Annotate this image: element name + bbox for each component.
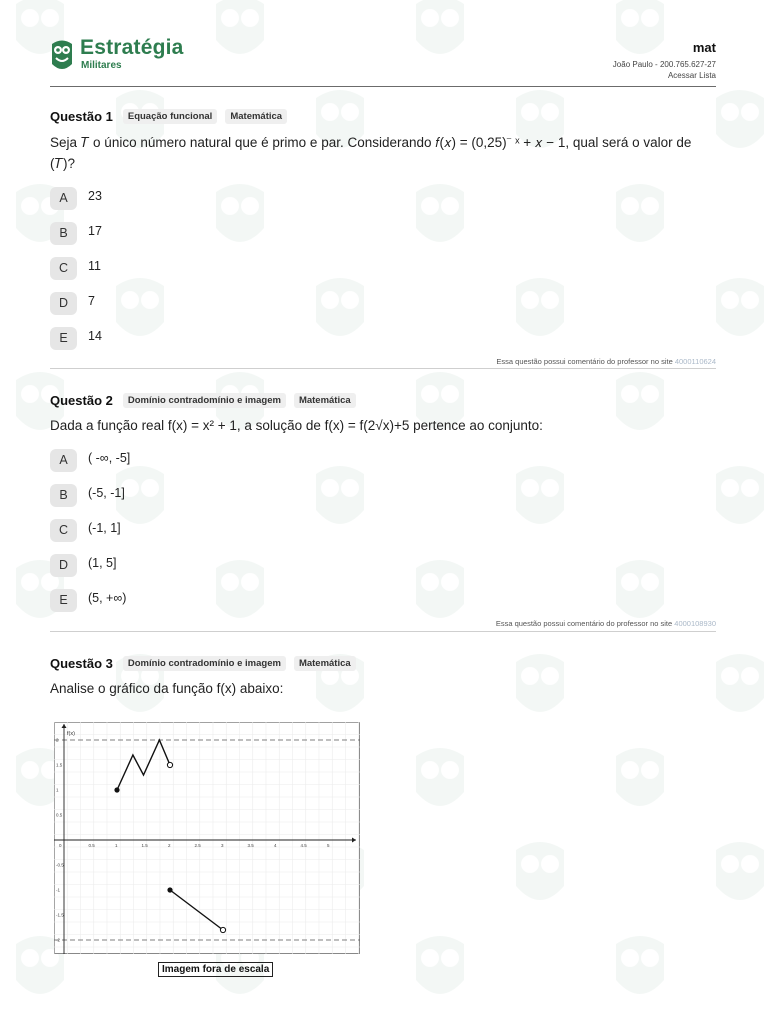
user-info: João Paulo - 200.765.627-27	[612, 60, 716, 69]
brand-logo[interactable]	[50, 36, 210, 76]
question-code-link[interactable]: 4000108930	[674, 619, 716, 628]
watermark-owl-icon	[710, 460, 768, 534]
x-tick-label: 1	[115, 843, 118, 848]
question-header	[50, 392, 364, 408]
professor-comment-note	[496, 357, 716, 366]
list-title: mat	[692, 40, 716, 55]
option-c[interactable]	[50, 257, 450, 279]
option-letter[interactable]: A	[50, 449, 77, 472]
question-text	[50, 132, 716, 174]
subject-tag[interactable]: Matemática	[294, 656, 356, 671]
watermark-owl-icon	[410, 742, 470, 816]
subject-tag[interactable]: Matemática	[294, 393, 356, 408]
y-tick-label: -1	[56, 887, 61, 893]
option-text: 7	[88, 294, 95, 308]
y-axis-label: f(x)	[67, 731, 75, 737]
brand-subtitle: Militares	[81, 60, 122, 71]
option-letter[interactable]: B	[50, 484, 77, 507]
option-letter[interactable]: E	[50, 327, 77, 350]
option-letter[interactable]: C	[50, 519, 77, 542]
question-divider	[50, 368, 716, 369]
watermark-owl-icon	[710, 648, 768, 722]
question-text: Dada a função real f(x) = x² + 1, a solução de f(x) = f(2√x)+5 pertence ao conjunto:	[50, 418, 543, 433]
option-text: (-1, 1]	[88, 521, 121, 535]
question-divider	[50, 631, 716, 632]
question-text-line: Seja 𝑇 o único número natural que é primo e par. Considerando 𝑓(𝑥) = (0,25)⁻ ˣ + 𝑥 − 1, qual será o valor de	[50, 135, 692, 150]
header-info	[613, 40, 716, 80]
question-text-line: (𝑇)?	[50, 156, 76, 171]
y-tick-label: -1.5	[56, 912, 64, 918]
x-tick-label: 5	[327, 843, 330, 848]
y-tick-label: -0.5	[56, 862, 64, 868]
option-text: 14	[88, 329, 102, 343]
subject-tag[interactable]: Matemática	[225, 109, 287, 124]
closed-point	[167, 887, 172, 892]
option-b[interactable]	[50, 484, 450, 506]
x-tick-label: 3	[221, 843, 224, 848]
x-tick-label: 0	[59, 843, 62, 848]
owl-logo-icon	[50, 38, 74, 74]
option-letter[interactable]: A	[50, 187, 77, 210]
comment-text: Essa questão possui comentário do professor no site	[496, 357, 673, 366]
question-header	[50, 108, 295, 124]
option-letter[interactable]: C	[50, 257, 77, 280]
y-tick-label: 2	[56, 737, 59, 743]
y-tick-label: 1.5	[56, 762, 63, 768]
watermark-owl-icon	[710, 272, 768, 346]
question-number: Questão 2	[50, 392, 113, 408]
watermark-owl-icon	[510, 836, 570, 910]
comment-text: Essa questão possui comentário do professor no site	[495, 619, 673, 628]
watermark-owl-icon	[710, 84, 768, 158]
x-tick-label: 3.5	[247, 843, 254, 848]
option-e[interactable]	[50, 589, 450, 611]
option-letter[interactable]: D	[50, 554, 77, 577]
option-text: 11	[88, 259, 101, 273]
option-letter[interactable]: D	[50, 292, 77, 315]
option-d[interactable]	[50, 554, 450, 576]
y-tick-label: -2	[56, 937, 61, 943]
question-text: Analise o gráfico da função f(x) abaixo:	[50, 681, 284, 696]
option-text: 17	[88, 224, 102, 238]
watermark-owl-icon	[410, 930, 470, 1004]
topic-tag[interactable]: Domínio contradomínio e imagem	[123, 656, 286, 671]
open-point	[167, 762, 172, 767]
open-point	[220, 927, 225, 932]
watermark-owl-icon	[610, 742, 670, 816]
option-d[interactable]	[50, 292, 450, 314]
x-tick-label: 0.5	[88, 843, 95, 848]
watermark-owl-icon	[610, 930, 670, 1004]
option-text: (-5, -1]	[88, 486, 125, 500]
x-tick-label: 2.5	[194, 843, 201, 848]
question-2	[50, 392, 716, 632]
figure-caption: Imagem fora de escala	[158, 962, 273, 977]
topic-tag[interactable]: Equação funcional	[123, 109, 217, 124]
question-header	[50, 655, 364, 671]
option-text: (1, 5]	[88, 556, 117, 570]
question-1	[50, 108, 716, 368]
question-code-link[interactable]: 4000110624	[674, 357, 716, 366]
option-letter[interactable]: E	[50, 589, 77, 612]
option-text: (5, +∞)	[88, 591, 127, 605]
closed-point	[114, 787, 119, 792]
chart-frame	[55, 723, 360, 954]
question-number: Questão 1	[50, 108, 113, 124]
y-tick-label: 0.5	[56, 812, 63, 818]
option-a[interactable]	[50, 449, 450, 471]
option-a[interactable]	[50, 187, 450, 209]
option-text: ( -∞, -5]	[88, 451, 131, 465]
option-letter[interactable]: B	[50, 222, 77, 245]
option-text: 23	[88, 189, 102, 203]
x-tick-label: 4.5	[300, 843, 307, 848]
y-tick-label: 1	[56, 787, 59, 793]
professor-comment-note	[496, 619, 716, 628]
access-list-link[interactable]: Acessar Lista	[667, 71, 716, 80]
question-3	[50, 655, 716, 715]
x-tick-label: 1.5	[141, 843, 148, 848]
topic-tag[interactable]: Domínio contradomínio e imagem	[123, 393, 286, 408]
question-number: Questão 3	[50, 655, 113, 671]
brand-name: Estratégia	[80, 36, 184, 59]
option-c[interactable]	[50, 519, 450, 541]
function-graph	[54, 722, 360, 954]
x-tick-label: 4	[274, 843, 277, 848]
page-header	[50, 36, 716, 87]
x-tick-label: 2	[168, 843, 171, 848]
watermark-owl-icon	[710, 836, 768, 910]
option-e[interactable]	[50, 327, 450, 349]
option-b[interactable]	[50, 222, 450, 244]
